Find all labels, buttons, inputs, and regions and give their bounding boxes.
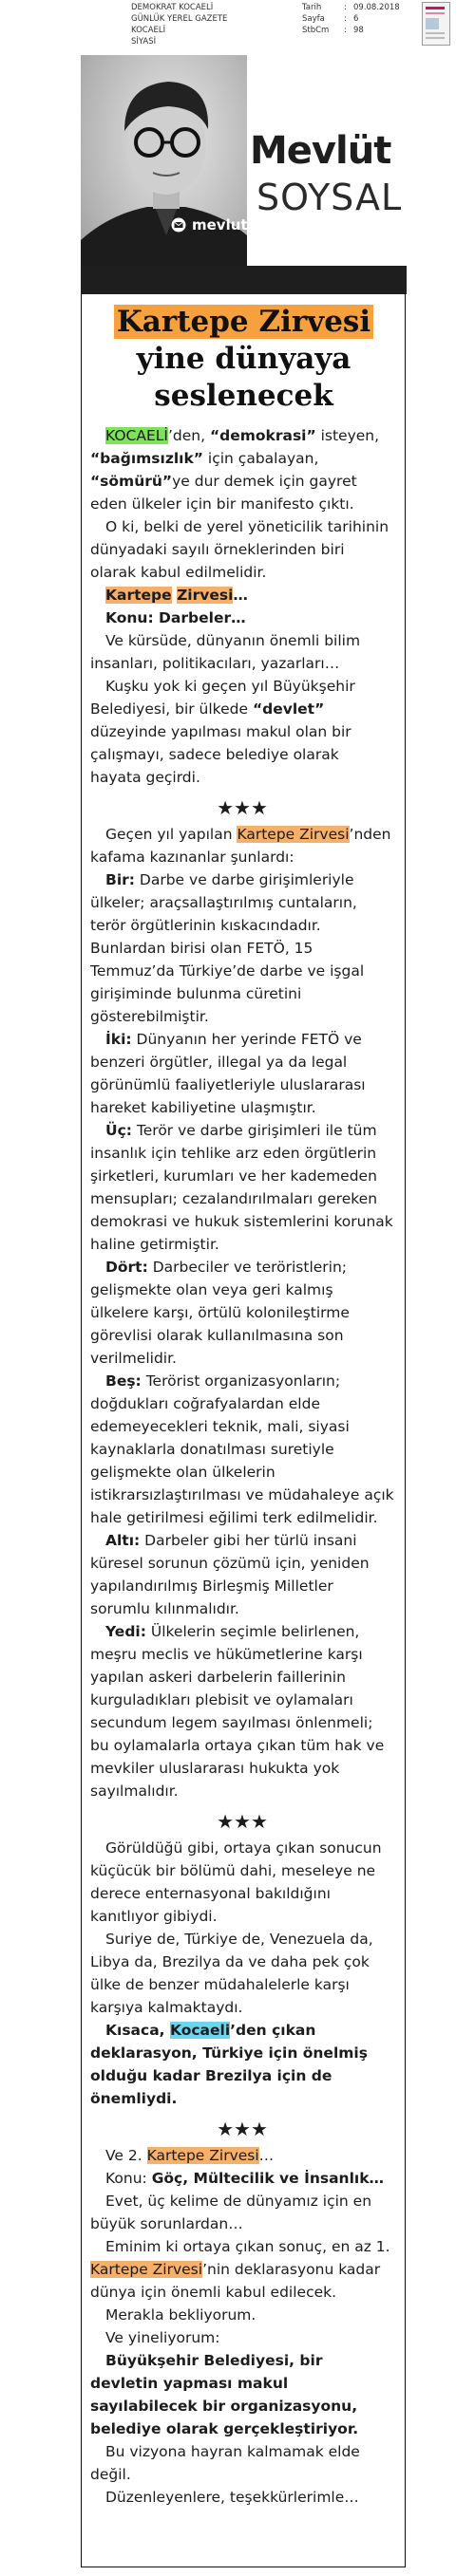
paragraph: Görüldüğü gibi, ortaya çıkan sonucun küçücük bir bölümü dahi, meseleye ne derece enternasyonal bakıldığını kanıtlıyor gibiydi. — [90, 1839, 382, 1925]
publication-name: DEMOKRAT KOCAELİ — [131, 3, 214, 12]
email-icon — [171, 217, 186, 233]
article-headline — [81, 304, 407, 415]
paragraph: Ve 2. Kartepe Zirvesi… — [105, 2147, 275, 2164]
headline-highlight: Kartepe Zirvesi — [114, 305, 373, 339]
section-divider-stars: ★★★ — [217, 796, 268, 819]
publication-info — [131, 2, 227, 47]
publication-category: SİYASİ — [131, 37, 157, 47]
headline-line-2: yine dünyaya — [136, 342, 352, 376]
paragraph: Merakla bekliyorum. — [105, 2306, 256, 2324]
author-last-name: SOYSAL — [256, 177, 403, 218]
section-heading: Kartepe Zirvesi… — [105, 587, 248, 604]
page-thumbnail[interactable] — [422, 2, 450, 46]
publication-city: KOCAELİ — [131, 26, 166, 35]
list-item: Yedi: Ülkelerin seçimle belirlenen, meşru meclis ve hükümetlerine karşı yapılan askeri darbelerin faillerinin kurguladıkları plebisit ve oylamaları secundum legem sayılması önlenmeli; bu oylamalarla ortaya çıkan tüm hak ve mevkiler uluslararası hukukta yok sayılmalıdır. — [90, 1623, 385, 1800]
publication-type: GÜNLÜK YEREL GAZETE — [131, 14, 228, 24]
author-header — [81, 55, 407, 294]
paragraph-bold: Büyükşehir Belediyesi, bir devletin yapması makul sayılabilecek bir organizasyonu, belediye olarak gerçekleştiriyor. — [90, 2352, 359, 2437]
section-divider-stars: ★★★ — [217, 1810, 268, 1833]
paragraph: Kısaca, Kocaeli’den çıkan deklarasyon, Türkiye için önelmiş olduğu kadar Brezilya için de önemliydi. — [90, 2022, 368, 2107]
paragraph: Bu vizyona hayran kalmamak elde değil. — [90, 2443, 360, 2483]
paragraph: Geçen yıl yapılan Kartepe Zirvesi’nden kafama kazınanlar şunlardı: — [90, 826, 391, 866]
paragraph: Ve kürsüde, dünyanın önemli bilim insanları, politikacıları, yazarları… — [90, 632, 361, 672]
article-body — [90, 424, 394, 2509]
author-email[interactable]: mevlutsoysal@gmail.com — [192, 216, 396, 233]
size-value: 98 — [353, 26, 364, 35]
clipping-meta — [0, 0, 475, 47]
list-item: Dört: Darbeciler ve teröristlerin; gelişmekte olan veya geri kalmış ülkelere karşı, örtülü kolonileştirme görevlisi olarak kullanılmasına son verilmelidir. — [90, 1259, 350, 1367]
paragraph: Evet, üç kelime de dünyamız için en büyük sorunlardan… — [90, 2193, 372, 2232]
list-item: İki: Dünyanın her yerinde FETÖ ve benzeri örgütler, illegal ya da legal görünümlü faaliyetleriyle uluslararası hareket kabiliyetine ulaşmıştır. — [90, 1031, 366, 1116]
size-key: StbCm — [302, 26, 330, 35]
paragraph: Suriye de, Türkiye de, Venezuela da, Libya da, Brezilya da ve daha pek çok ülke de benzer müdahalelerle karşı karşıya kalmaktaydı. — [90, 1931, 373, 2016]
email-bar — [81, 266, 407, 294]
headline-line-3: seslenecek — [154, 379, 333, 413]
list-item: Bir: Darbe ve darbe girişimleriyle ülkeler; araçsallaştırılmış cuntaların, terör örgütlerinin kıskacındadır. Bunlardan birisi olan FETÖ, 15 Temmuz’da Türkiye’de darbe ve işgal girişiminde bulunma cüretini gösterebilmiştir. — [90, 871, 365, 1025]
section-heading: Konu: Darbeler… — [105, 609, 246, 626]
list-item: Altı: Darbeler gibi her türlü insani küresel sorunun çözümü için, yeniden yapılandırılmış Birleşmiş Milletler sorumlu kılınmalıdır. — [90, 1532, 370, 1617]
paragraph: Kuşku yok ki geçen yıl Büyükşehir Belediyesi, bir ülkede “devlet” düzeyinde yapılması makul olan bir çalışmayı, sadece belediye olarak hayata geçirdi. — [90, 678, 355, 786]
list-item: Beş: Terörist organizasyonların; doğdukları coğrafyalardan elde edemeyecekleri teknik, mali, siyasi kaynaklarla donatılması suretiyle gelişmekte olan ülkelerin istikrarsızlaştırılması ve müdahaleye açık hale getirilmesi eğilimi terk edilmelidir. — [90, 1372, 394, 1526]
date-key: Tarih — [302, 3, 322, 12]
clipping-details: Tarih : 09.08.2018 Sayfa : 6 StbCm : 98 — [302, 3, 400, 35]
page-key: Sayfa — [302, 14, 325, 24]
paragraph: Konu: Göç, Mültecilik ve İnsanlık… — [105, 2170, 385, 2187]
list-item: Üç: Terör ve darbe girişimleri ile tüm insanlık için tehlike arz eden örgütlerin şirketleri, kurumları ve her kademeden mensupları; cezalandırılmaları gereken demokrasi ve hukuk sistemlerini korunak haline getirmiştir. — [90, 1122, 393, 1253]
paragraph: O ki, belki de yerel yöneticilik tarihinin dünyadaki sayılı örneklerinden biri olarak kabul edilmelidir. — [90, 518, 390, 581]
section-divider-stars: ★★★ — [217, 2118, 268, 2140]
page-value: 6 — [353, 14, 359, 24]
author-first-name: Mevlüt — [250, 129, 391, 173]
author-photo — [81, 55, 247, 294]
paragraph: Ve yineliyorum: — [105, 2329, 220, 2346]
paragraph: Eminim ki ortaya çıkan sonuç, en az 1. Kartepe Zirvesi’nin deklarasyonu kadar dünya için önemli kabul edilecek. — [90, 2238, 390, 2301]
paragraph: Düzenleyenlere, teşekkürlerimle… — [105, 2489, 359, 2506]
date-value: 09.08.2018 — [353, 3, 400, 12]
paragraph: KOCAELİ’den, “demokrasi” isteyen, “bağımsızlık” için çabalayan, “sömürü”ye dur demek için gayret eden ülkeler için bir manifesto çıktı. — [90, 427, 380, 513]
